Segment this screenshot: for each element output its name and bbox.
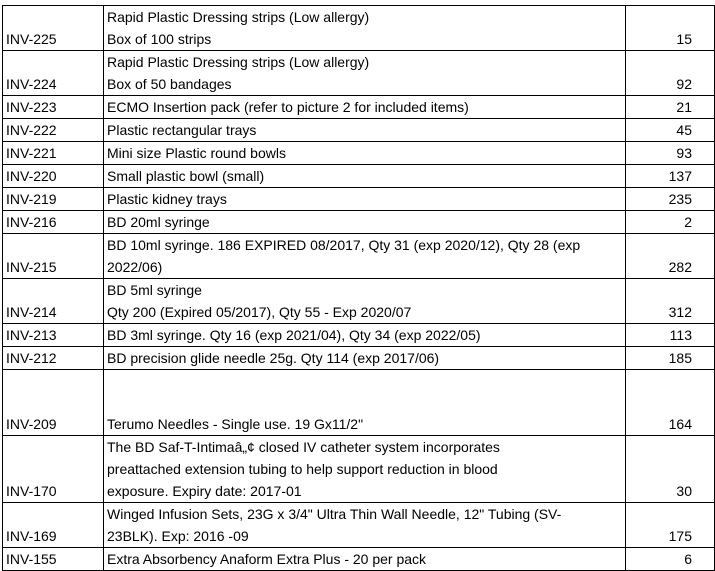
item-quantity-cell[interactable]: 21 bbox=[626, 96, 715, 119]
item-code-cell[interactable]: INV-209 bbox=[3, 370, 104, 436]
table-row bbox=[3, 165, 715, 188]
item-quantity-cell[interactable]: 137 bbox=[626, 165, 715, 188]
item-description-cell[interactable] bbox=[104, 548, 626, 571]
inventory-table-body bbox=[3, 6, 715, 571]
description-line: BD 3ml syringe. Qty 16 (exp 2021/04), Qty 34 (exp 2022/05) bbox=[107, 327, 481, 343]
table-row bbox=[3, 370, 715, 436]
item-code-cell[interactable]: INV-224 bbox=[3, 51, 104, 96]
table-row bbox=[3, 51, 715, 96]
description-line: Box of 100 strips bbox=[107, 31, 212, 47]
item-quantity-cell[interactable]: 92 bbox=[626, 51, 715, 96]
item-description-cell[interactable] bbox=[104, 234, 626, 279]
item-description-cell[interactable] bbox=[104, 188, 626, 211]
description-line: exposure. Expiry date: 2017-01 bbox=[107, 483, 302, 499]
description-line: preattached extension tubing to help support reduction in blood bbox=[107, 461, 498, 477]
item-quantity-cell[interactable]: 282 bbox=[626, 234, 715, 279]
table-row bbox=[3, 234, 715, 279]
item-quantity-cell[interactable]: 113 bbox=[626, 324, 715, 347]
table-row bbox=[3, 324, 715, 347]
description-line: Rapid Plastic Dressing strips (Low allergy) bbox=[107, 9, 370, 25]
item-description-cell[interactable] bbox=[104, 370, 626, 436]
description-line: BD 20ml syringe bbox=[107, 214, 210, 230]
table-row bbox=[3, 142, 715, 165]
description-line: Extra Absorbency Anaform Extra Plus - 20 per pack bbox=[107, 551, 427, 567]
description-line: Winged Infusion Sets, 23G x 3/4" Ultra Thin Wall Needle, 12" Tubing (SV- bbox=[107, 506, 562, 522]
item-code-cell[interactable]: INV-220 bbox=[3, 165, 104, 188]
item-code-cell[interactable]: INV-222 bbox=[3, 119, 104, 142]
item-description-cell[interactable] bbox=[104, 51, 626, 96]
item-code-cell[interactable]: INV-170 bbox=[3, 436, 104, 503]
item-quantity-cell[interactable]: 93 bbox=[626, 142, 715, 165]
item-description-cell[interactable] bbox=[104, 324, 626, 347]
item-quantity-cell[interactable]: 175 bbox=[626, 503, 715, 548]
description-line: ECMO Insertion pack (refer to picture 2 for included items) bbox=[107, 99, 469, 115]
description-line: Terumo Needles - Single use. 19 Gx11/2" bbox=[107, 416, 364, 432]
item-description-cell[interactable] bbox=[104, 503, 626, 548]
description-line: Rapid Plastic Dressing strips (Low allergy) bbox=[107, 54, 370, 70]
description-line: Small plastic bowl (small) bbox=[107, 168, 265, 184]
description-line: 23BLK). Exp: 2016 -09 bbox=[107, 528, 249, 544]
table-row bbox=[3, 188, 715, 211]
table-row bbox=[3, 119, 715, 142]
item-description-cell[interactable] bbox=[104, 279, 626, 324]
item-quantity-cell[interactable]: 30 bbox=[626, 436, 715, 503]
item-code-cell[interactable]: INV-155 bbox=[3, 548, 104, 571]
item-code-cell[interactable]: INV-219 bbox=[3, 188, 104, 211]
item-code-cell[interactable]: INV-169 bbox=[3, 503, 104, 548]
item-description-cell[interactable] bbox=[104, 142, 626, 165]
table-row bbox=[3, 211, 715, 234]
table-row bbox=[3, 6, 715, 51]
item-code-cell[interactable]: INV-216 bbox=[3, 211, 104, 234]
item-code-cell[interactable]: INV-215 bbox=[3, 234, 104, 279]
description-line: Plastic rectangular trays bbox=[107, 122, 257, 138]
description-line: BD 5ml syringe bbox=[107, 282, 202, 298]
item-description-cell[interactable] bbox=[104, 211, 626, 234]
item-quantity-cell[interactable]: 164 bbox=[626, 370, 715, 436]
description-line: The BD Saf-T-Intimaâ„¢ closed IV catheter system incorporates bbox=[107, 439, 500, 455]
item-description-cell[interactable] bbox=[104, 119, 626, 142]
table-row bbox=[3, 96, 715, 119]
description-line: BD 10ml syringe. 186 EXPIRED 08/2017, Qty 31 (exp 2020/12), Qty 28 (exp bbox=[107, 237, 581, 253]
item-description-cell[interactable] bbox=[104, 347, 626, 370]
item-code-cell[interactable]: INV-213 bbox=[3, 324, 104, 347]
item-code-cell[interactable]: INV-214 bbox=[3, 279, 104, 324]
description-line: BD precision glide needle 25g. Qty 114 (exp 2017/06) bbox=[107, 350, 440, 366]
item-description-cell[interactable] bbox=[104, 6, 626, 51]
item-description-cell[interactable] bbox=[104, 96, 626, 119]
description-line: 2022/06) bbox=[107, 259, 163, 275]
item-quantity-cell[interactable]: 2 bbox=[626, 211, 715, 234]
item-code-cell[interactable]: INV-225 bbox=[3, 6, 104, 51]
item-quantity-cell[interactable]: 45 bbox=[626, 119, 715, 142]
item-code-cell[interactable]: INV-212 bbox=[3, 347, 104, 370]
inventory-table bbox=[2, 5, 715, 571]
description-line: Qty 200 (Expired 05/2017), Qty 55 - Exp 2020/07 bbox=[107, 304, 412, 320]
item-code-cell[interactable]: INV-223 bbox=[3, 96, 104, 119]
item-description-cell[interactable] bbox=[104, 165, 626, 188]
table-row bbox=[3, 436, 715, 503]
table-row bbox=[3, 548, 715, 571]
item-description-cell[interactable] bbox=[104, 436, 626, 503]
description-line: Mini size Plastic round bowls bbox=[107, 145, 286, 161]
description-line: Box of 50 bandages bbox=[107, 76, 232, 92]
table-row bbox=[3, 279, 715, 324]
item-code-cell[interactable]: INV-221 bbox=[3, 142, 104, 165]
description-line: Plastic kidney trays bbox=[107, 191, 227, 207]
item-quantity-cell[interactable]: 235 bbox=[626, 188, 715, 211]
table-row bbox=[3, 503, 715, 548]
item-quantity-cell[interactable]: 15 bbox=[626, 6, 715, 51]
item-quantity-cell[interactable]: 185 bbox=[626, 347, 715, 370]
item-quantity-cell[interactable]: 6 bbox=[626, 548, 715, 571]
item-quantity-cell[interactable]: 312 bbox=[626, 279, 715, 324]
table-row bbox=[3, 347, 715, 370]
